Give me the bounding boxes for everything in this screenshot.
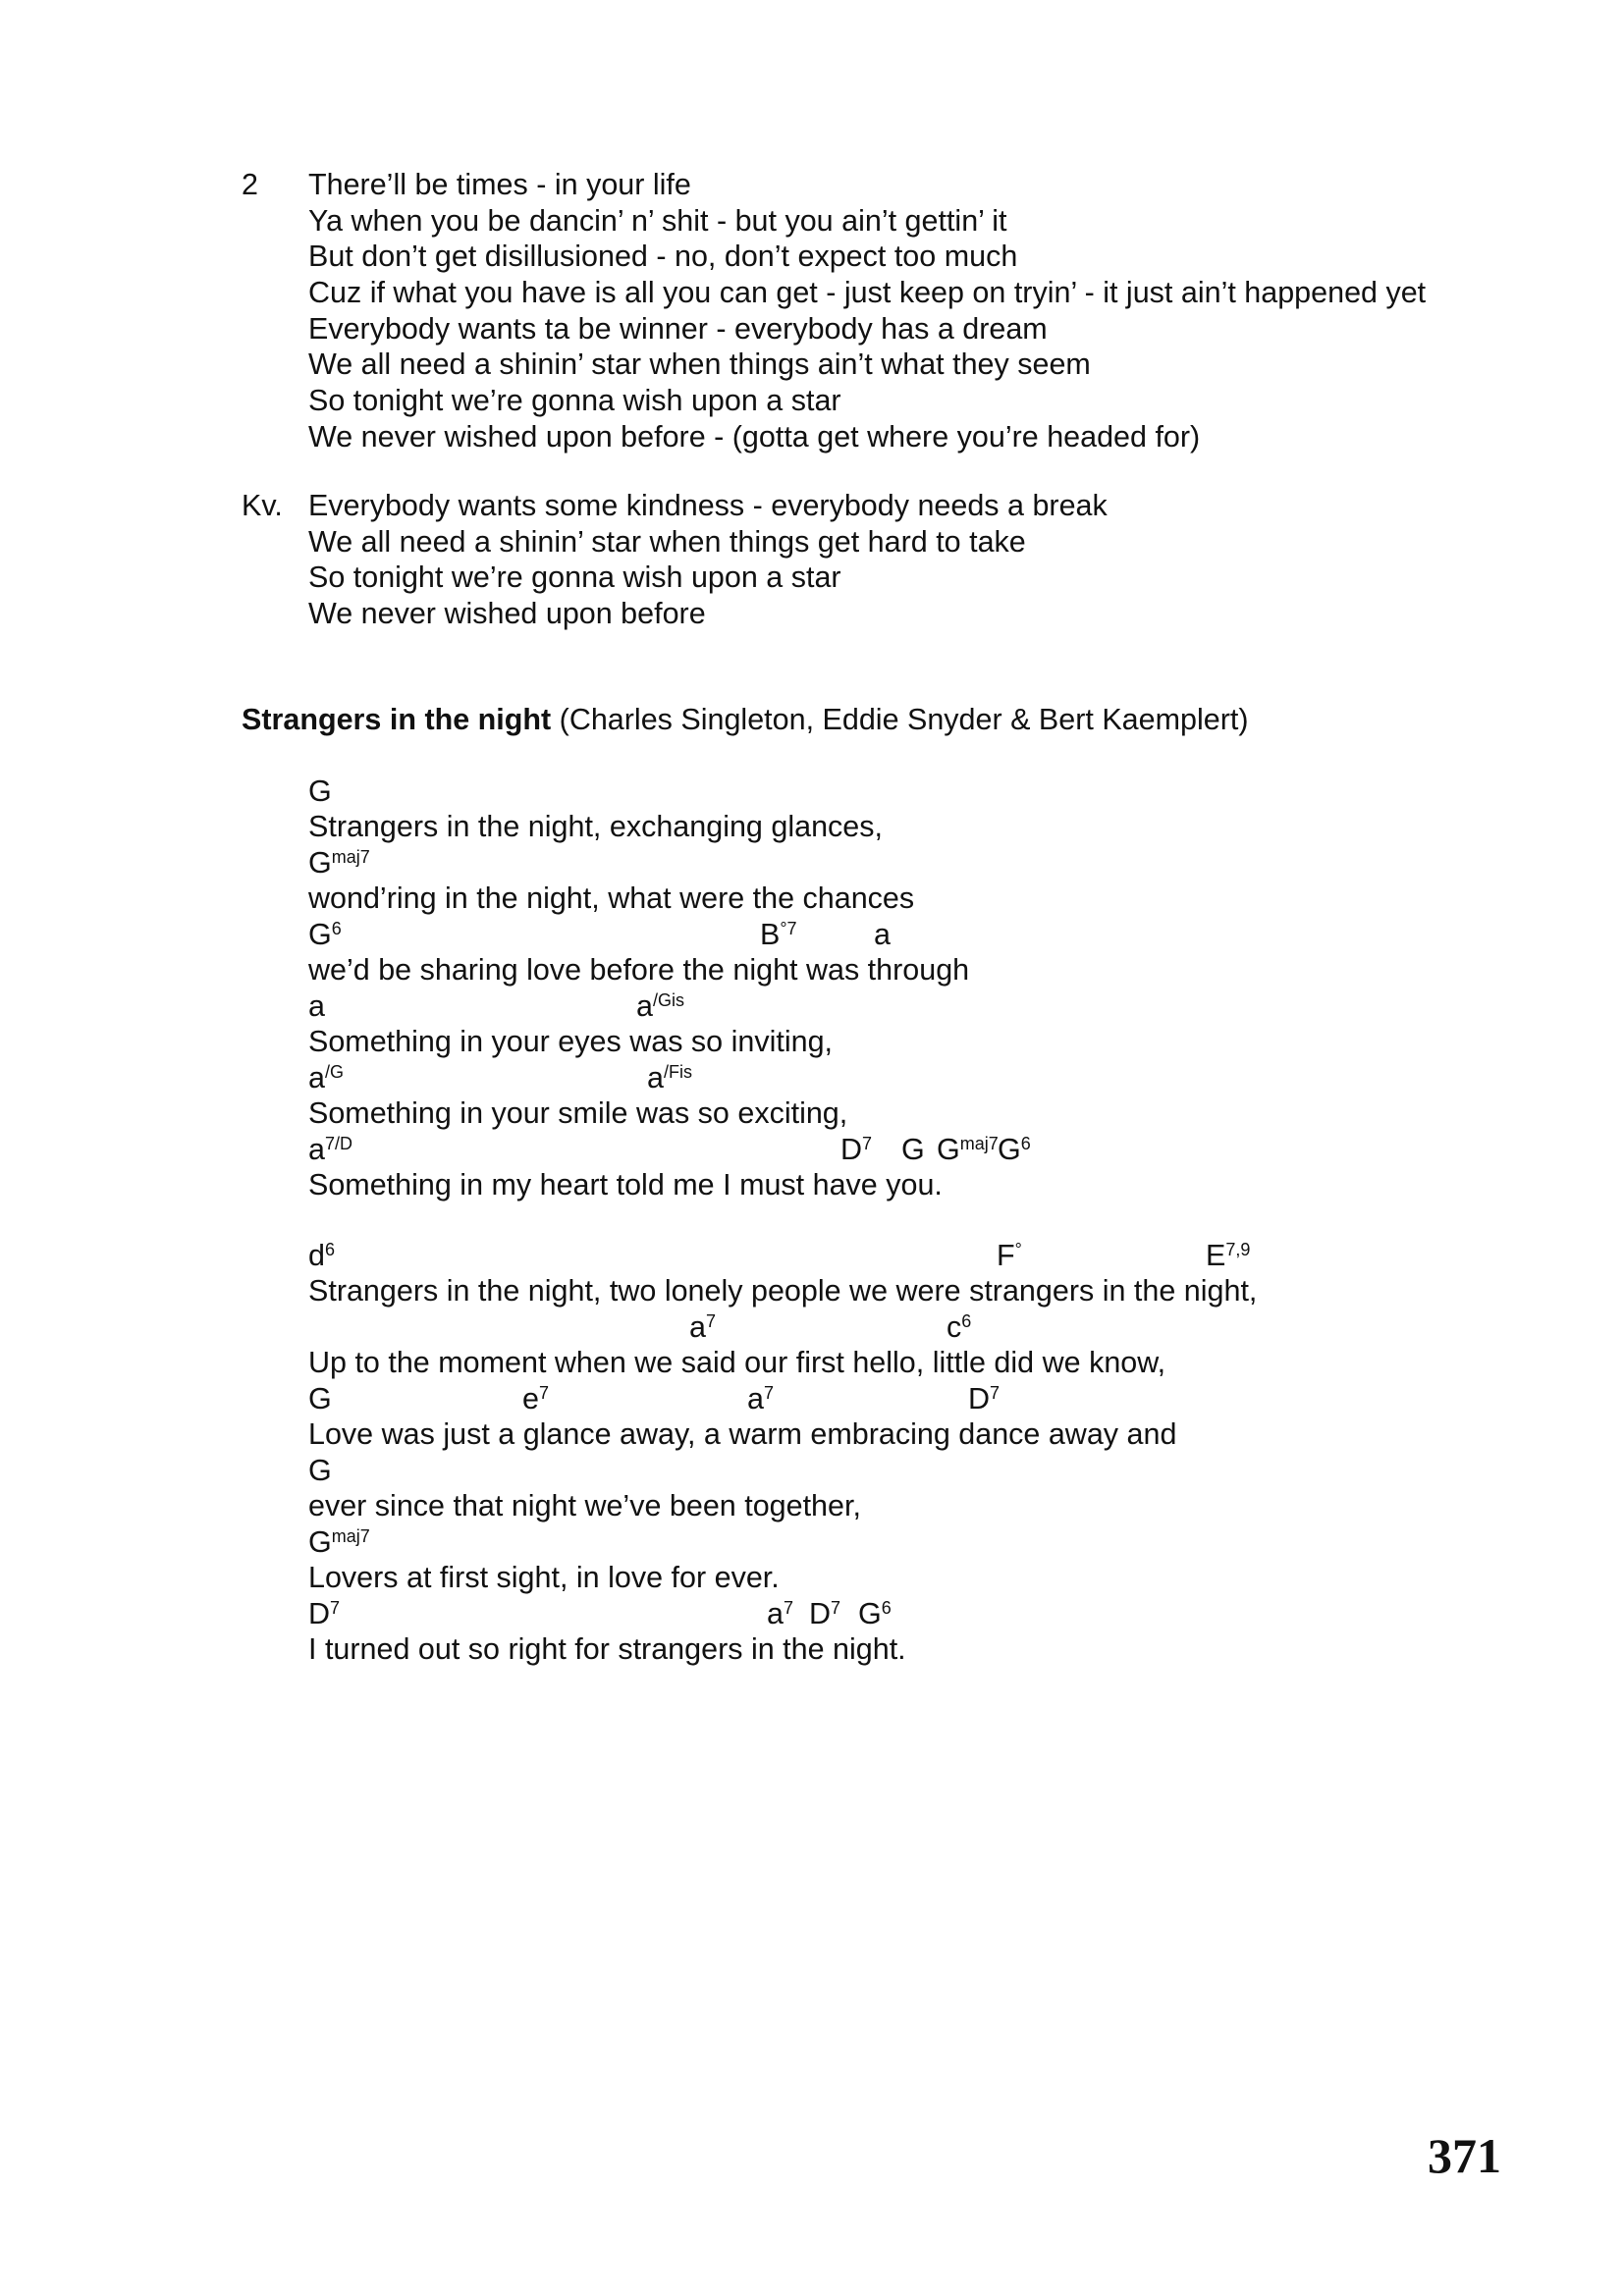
chord-symbol <box>308 1238 335 1273</box>
lyric-line: Something in your smile was so exciting, <box>308 1096 848 1130</box>
chord-root: d <box>308 1239 325 1272</box>
chord-symbol <box>308 988 325 1024</box>
chord-extension: 7 <box>990 1383 1001 1403</box>
lyric-line: Strangers in the night, exchanging glances, <box>308 810 883 843</box>
verse-line: Everybody wants ta be winner - everybody has a dream <box>308 311 1048 346</box>
chord-row <box>308 1596 1388 1631</box>
chord-root: a <box>747 1382 764 1415</box>
chord-row <box>308 1238 1388 1273</box>
chord-extension: 7 <box>538 1383 549 1403</box>
chord-symbol <box>767 1596 793 1631</box>
chord-lyric-pair <box>308 988 1388 1060</box>
chord-row <box>308 1309 1388 1345</box>
chord-row <box>308 1381 1388 1416</box>
chord-root: G <box>998 1133 1021 1166</box>
chord-lyric-pair <box>308 1238 1388 1309</box>
chord-symbol <box>308 1381 332 1416</box>
chord-root: a <box>874 918 891 951</box>
chord-root: D <box>968 1382 991 1415</box>
chorus-lines <box>308 488 1585 632</box>
chord-symbol <box>689 1309 716 1345</box>
chord-row <box>308 1524 1388 1560</box>
chord-root: a <box>308 989 325 1023</box>
chord-root: G <box>308 918 332 951</box>
lyric-line: Love was just a glance away, a warm embracing dance away and <box>308 1417 1177 1451</box>
chord-lyric-pair <box>308 1381 1388 1453</box>
chord-symbol <box>308 1453 332 1488</box>
chord-root: D <box>840 1133 863 1166</box>
chord-extension: 7 <box>831 1598 841 1618</box>
stanza-1 <box>308 774 1388 1203</box>
chord-extension: maj7 <box>331 847 370 867</box>
chord-root: G <box>308 1525 332 1559</box>
song-heading <box>242 702 1249 737</box>
chord-root: F <box>997 1239 1015 1272</box>
lyric-line: Strangers in the night, two lonely people we were strangers in the night, <box>308 1274 1258 1308</box>
chord-lyric-pair <box>308 1524 1388 1596</box>
chord-symbol <box>858 1596 892 1631</box>
chord-extension: 7 <box>330 1598 341 1618</box>
chord-extension: 6 <box>881 1598 892 1618</box>
chord-symbol <box>840 1132 872 1167</box>
chord-lyric-pair <box>308 845 1388 917</box>
chord-root: G <box>308 774 332 808</box>
chord-lyric-pair <box>308 1596 1388 1668</box>
song-title: Strangers in the night <box>242 703 552 736</box>
chord-lyric-pair <box>308 917 1388 988</box>
chord-row <box>308 1132 1388 1167</box>
chord-row <box>308 917 1388 952</box>
lyric-line: wond’ring in the night, what were the chances <box>308 881 915 915</box>
verse-line: We never wished upon before - (gotta get where you’re headed for) <box>308 419 1201 454</box>
chord-extension: °7 <box>780 919 797 938</box>
chord-root: G <box>308 1454 332 1487</box>
chord-root: a <box>636 989 653 1023</box>
chord-root: G <box>901 1133 925 1166</box>
chord-extension: 6 <box>324 1240 335 1259</box>
chord-row <box>308 1453 1388 1488</box>
chord-extension: ° <box>1014 1240 1022 1259</box>
chord-root: e <box>522 1382 539 1415</box>
verse-lines <box>308 167 1585 455</box>
chord-symbol <box>636 988 684 1024</box>
chord-extension: 7,9 <box>1225 1240 1251 1259</box>
chord-symbol <box>308 845 370 881</box>
lyric-line: Lovers at first sight, in love for ever. <box>308 1561 780 1594</box>
chord-root: a <box>689 1310 706 1344</box>
lyric-line: Something in my heart told me I must have you. <box>308 1168 943 1201</box>
verse-number: 2 <box>242 168 258 201</box>
chord-symbol <box>901 1132 925 1167</box>
chord-root: D <box>809 1597 832 1630</box>
chord-row <box>308 1060 1388 1095</box>
chord-root: a <box>767 1597 784 1630</box>
lyric-line: ever since that night we’ve been together, <box>308 1489 861 1522</box>
chord-symbol <box>968 1381 1000 1416</box>
chord-symbol <box>997 1238 1022 1273</box>
verse-line: There’ll be times - in your life <box>308 168 691 201</box>
chord-symbol <box>747 1381 774 1416</box>
chord-extension: 7/D <box>324 1134 352 1153</box>
chord-root: G <box>858 1597 882 1630</box>
stanza-2 <box>308 1238 1388 1668</box>
chord-extension: /G <box>324 1062 344 1082</box>
chord-lyric-pair <box>308 1060 1388 1132</box>
chorus-line: We never wished upon before <box>308 597 706 631</box>
chord-symbol <box>308 1596 340 1631</box>
lyric-line: we’d be sharing love before the night was through <box>308 953 970 987</box>
chord-root: G <box>308 1382 332 1415</box>
chord-symbol <box>874 917 891 952</box>
chord-root: a <box>647 1061 664 1095</box>
lyric-line: I turned out so right for strangers in the night. <box>308 1632 906 1666</box>
chord-symbol <box>308 774 332 809</box>
verse-line: Ya when you be dancin’ n’ shit - but you ain’t gettin’ it <box>308 203 1007 238</box>
chord-extension: 7 <box>705 1311 716 1331</box>
chord-root: G <box>308 846 332 880</box>
chord-symbol <box>308 1132 352 1167</box>
chord-symbol <box>522 1381 549 1416</box>
chorus-line: We all need a shinin’ star when things get hard to take <box>308 524 1026 559</box>
chord-row <box>308 988 1388 1024</box>
chorus-line: So tonight we’re gonna wish upon a star <box>308 561 841 595</box>
verse-line: So tonight we’re gonna wish upon a star <box>308 384 841 418</box>
chorus-line: Everybody wants some kindness - everybody needs a break <box>308 489 1108 522</box>
chord-extension: 6 <box>961 1311 972 1331</box>
chord-symbol <box>809 1596 840 1631</box>
page-number: 371 <box>1428 2128 1501 2183</box>
chord-extension: maj7 <box>331 1526 370 1546</box>
chord-extension: 6 <box>331 919 342 938</box>
chord-row <box>308 774 1388 809</box>
verse-line: Cuz if what you have is all you can get - just keep on tryin’ - it just ain’t happened yet <box>308 276 1427 310</box>
chord-symbol <box>760 917 797 952</box>
chord-symbol <box>937 1132 999 1167</box>
chord-extension: 6 <box>1020 1134 1031 1153</box>
chord-symbol <box>647 1060 692 1095</box>
chord-symbol <box>947 1309 971 1345</box>
lyric-line: Something in your eyes was so inviting, <box>308 1025 834 1058</box>
chord-extension: 7 <box>763 1383 774 1403</box>
chord-lyric-pair <box>308 1132 1388 1203</box>
chorus-label: Kv. <box>242 489 283 522</box>
chord-row <box>308 845 1388 881</box>
chord-root: B <box>760 918 781 951</box>
chord-lyric-pair <box>308 774 1388 845</box>
chord-lyric-pair <box>308 1453 1388 1524</box>
chord-root: a <box>308 1133 325 1166</box>
chord-extension: /Gis <box>652 990 684 1010</box>
chord-extension: /Fis <box>663 1062 692 1082</box>
chord-symbol <box>308 917 342 952</box>
chord-extension: 7 <box>783 1598 793 1618</box>
song-credits: (Charles Singleton, Eddie Snyder & Bert Kaemplert) <box>551 703 1249 736</box>
chord-extension: maj7 <box>959 1134 999 1153</box>
chord-symbol <box>308 1060 344 1095</box>
chord-lyric-pair <box>308 1309 1388 1381</box>
chord-symbol <box>308 1524 370 1560</box>
chord-root: G <box>937 1133 960 1166</box>
chord-symbol <box>998 1132 1031 1167</box>
verse-line: But don’t get disillusioned - no, don’t expect too much <box>308 240 1018 274</box>
chord-extension: 7 <box>862 1134 873 1153</box>
chord-symbol <box>1206 1238 1250 1273</box>
verse-line: We all need a shinin’ star when things ain’t what they seem <box>308 347 1091 382</box>
chord-root: E <box>1206 1239 1226 1272</box>
chord-root: a <box>308 1061 325 1095</box>
chord-root: D <box>308 1597 331 1630</box>
chord-root: c <box>947 1310 962 1344</box>
lyric-line: Up to the moment when we said our first hello, little did we know, <box>308 1346 1166 1379</box>
